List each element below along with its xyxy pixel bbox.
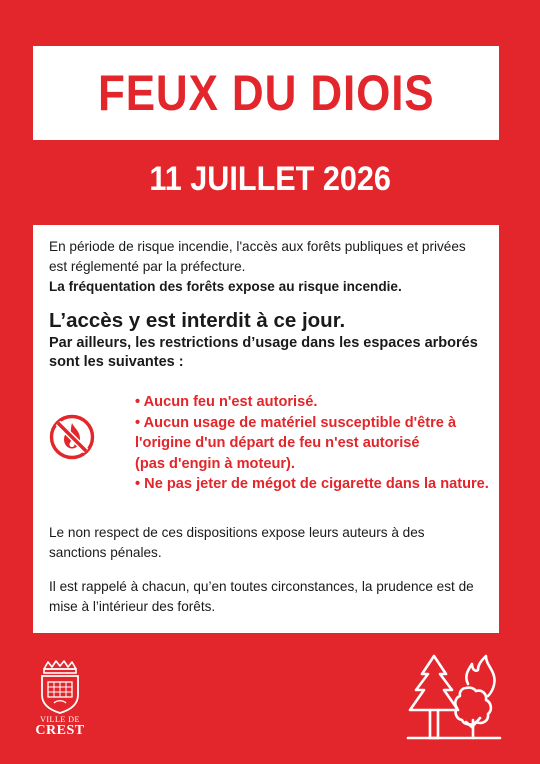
restrictions-intro-1: Par ailleurs, les restrictions d’usage dans les espaces arborés — [49, 335, 478, 351]
footer-p1-line1: Le non respect de ces dispositions expose leurs auteurs à des — [49, 525, 425, 540]
intro-bold-line: La fréquentation des forêts expose au risque incendie. — [49, 279, 402, 294]
forest-fire-icon — [406, 648, 502, 744]
access-heading: L’accès y est interdit à ce jour. — [49, 309, 346, 332]
rule-no-cigarette: • Ne pas jeter de mégot de cigarette dans la nature. — [135, 476, 489, 492]
rules-list — [135, 392, 505, 495]
restrictions-intro-2: sont les suivantes : — [49, 354, 184, 370]
event-date — [0, 160, 540, 199]
footer-text — [49, 523, 485, 617]
footer-p2-line1: Il est rappelé à chacun, qu’en toutes circonstances, la prudence est de — [49, 579, 474, 594]
page-title: FEUX DU DIOIS — [97, 65, 435, 121]
rule-no-equipment-1: • Aucun usage de matériel susceptible d'être à — [135, 414, 457, 431]
footer-p1-line2: sanctions pénales. — [49, 545, 162, 560]
rule-no-equipment-2: l'origine d'un départ de feu n'est autorisé — [135, 435, 420, 451]
intro-line-2: est réglementé par la préfecture. — [49, 259, 246, 274]
intro-line-1: En période de risque incendie, l'accès aux forêts publiques et privées — [49, 239, 466, 254]
town-logo-line2: CREST — [35, 723, 85, 738]
town-logo-text — [26, 714, 94, 736]
no-fire-icon — [49, 414, 95, 460]
title-banner — [33, 46, 499, 140]
footer-p2 — [49, 577, 485, 617]
footer-p2-line2: mise à l’intérieur des forêts. — [49, 599, 216, 614]
event-date-text: 11 JUILLET 2026 — [149, 160, 391, 198]
rules-section — [49, 392, 489, 504]
rule-no-equipment-3: (pas d'engin à moteur). — [135, 455, 295, 472]
info-panel — [33, 225, 499, 633]
town-logo-line1: VILLE DE — [40, 715, 80, 724]
footer-p1 — [49, 523, 485, 563]
rule-no-fire: • Aucun feu n'est autorisé. — [135, 394, 318, 410]
